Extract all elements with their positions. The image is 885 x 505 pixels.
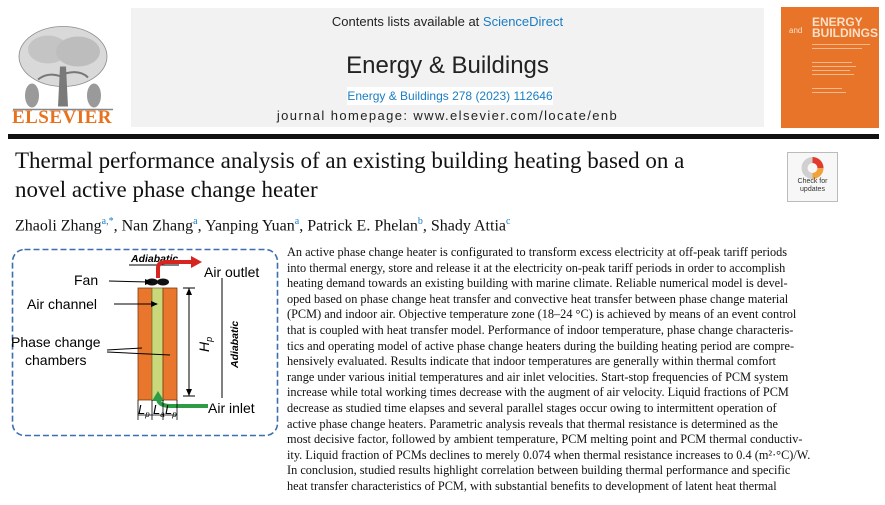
check-for-updates-button[interactable] (787, 152, 838, 202)
header-divider (8, 134, 879, 139)
label-air-inlet: Air inlet (208, 400, 255, 416)
article-title-line2: novel active phase change heater (15, 177, 318, 202)
abstract-line: range under various initial temperatures and air inlet velocities. Start-stop frequencies of PCM system (287, 369, 789, 384)
cover-decor-line (812, 92, 846, 93)
author-name[interactable]: Nan Zhang (121, 217, 194, 235)
abstract-line: active phase change heaters. Parametric analysis reveals that thermal resistance is determined as the (287, 416, 778, 431)
article-title (15, 146, 775, 204)
check-for-updates-label: Check for updates (797, 178, 828, 193)
cover-decor-line (812, 62, 852, 63)
cover-decor-line (812, 48, 862, 49)
journal-name: Energy & Buildings (346, 52, 549, 79)
label-hp: $H_p$ (196, 336, 214, 352)
publisher-logo-text: ELSEVIER (11, 107, 113, 128)
cover-and: and (789, 26, 803, 35)
author-affiliation[interactable]: a,* (101, 216, 114, 227)
pcm-chamber-right (163, 288, 177, 400)
abstract-line: oped based on phase change heat transfer and convective heat transfer between phase change material (287, 291, 789, 306)
abstract-line: An active phase change heater is configurated to transform excess electricity at off-peak tariff periods (287, 245, 788, 259)
cover-title-line2: BUILDINGS (812, 26, 878, 40)
abstract-line: heat transfer characteristics of PCM, with substantial benefits to development of latent heat thermal (287, 478, 777, 493)
article-title-line1: Thermal performance analysis of an existing building heating based on a (15, 148, 685, 173)
abstract-text (287, 245, 879, 495)
abstract-line: into thermal energy, store and release it at the electricity on-peak tariff periods in order to accomplish (287, 260, 786, 275)
journal-homepage[interactable]: journal homepage: www.elsevier.com/locate/enb (276, 108, 619, 123)
label-chambers: chambers (25, 352, 87, 368)
author-affiliation[interactable]: a (193, 216, 198, 227)
label-adiabatic-top: Adiabatic (131, 253, 179, 265)
author-name[interactable]: Zhaoli Zhang (15, 217, 102, 235)
sciencedirect-link[interactable]: ScienceDirect (482, 14, 564, 29)
label-lp-right: $L_p$ (165, 402, 177, 419)
cover-decor-line (812, 88, 842, 89)
citation-link[interactable]: Energy & Buildings 278 (2023) 112646 (347, 89, 553, 103)
cover-title-line1: ENERGY (812, 15, 863, 29)
abstract-line: ity. Liquid fraction of PCMs declines to merely 0.074 when thermal resistance increases to 0.4 (m²·°C)/W. (287, 447, 811, 462)
cover-decor-line (812, 66, 856, 67)
label-fan: Fan (74, 272, 99, 288)
contents-prefix: Contents lists available at (331, 14, 483, 29)
author-affiliation[interactable]: c (505, 216, 511, 227)
label-adiabatic-side: Adiabatic (229, 320, 241, 368)
abstract-line: tics and operating model of active phase change heaters during the building heating period are compre- (287, 338, 795, 353)
abstract-line: decrease as studied time elapses and several parallel stages occur owing to intermittent operation of (287, 400, 777, 415)
abstract-line: hensively evaluated. Results indicate that indoor temperatures are generally within thermal comfort (287, 354, 776, 369)
abstract-line: increase while total working times decrease with the augment of air velocity. Liquid fractions of PCM (287, 385, 789, 400)
label-air-channel: Air channel (27, 296, 98, 312)
abstract-line: most decisive factor, followed by ambient temperature, PCM melting point and PCM thermal conductiv- (287, 432, 803, 447)
label-phase-change: Phase change (11, 334, 101, 350)
cover-decor-line (812, 74, 854, 75)
abstract-line: In conclusion, studied results highlight correlation between building thermal performance and specific (287, 463, 791, 478)
author-name[interactable]: Patrick E. Phelan (307, 217, 418, 235)
contents-available-line (131, 14, 764, 29)
label-air-outlet: Air outlet (204, 264, 260, 280)
cover-decor-line (812, 44, 870, 45)
fan-blade-right (157, 279, 169, 286)
author-affiliation[interactable]: a (294, 216, 300, 227)
label-la: $L_a$ (153, 402, 165, 419)
label-lp-left: $L_p$ (138, 402, 150, 419)
author-name[interactable]: Yanping Yuan (204, 217, 295, 235)
author-list: Zhaoli Zhang$^{a,*}$, Nan Zhang$^a$, Yanping Yuan$^a$, Patrick E. Phelan$^b$, Shady Attia$^c$ (15, 216, 511, 235)
cover-title (812, 17, 878, 39)
abstract-line: that is coupled with heat transfer model. Performance of indoor temperature, phase change characteris- (287, 322, 794, 337)
author-affiliation[interactable]: b (417, 216, 423, 227)
abstract-line: (PCM) and indoor air. Objective temperature zone (18–24 °C) is achieved by means of an event control (287, 307, 797, 322)
abstract-line: heating demand towards an existing building with marine climate. Reliable numerical model is devel- (287, 276, 788, 291)
pcm-chamber-left (138, 288, 152, 400)
cover-decor-line (812, 70, 850, 71)
graphical-abstract-figure (11, 248, 279, 437)
author-name[interactable]: Shady Attia (430, 217, 506, 235)
